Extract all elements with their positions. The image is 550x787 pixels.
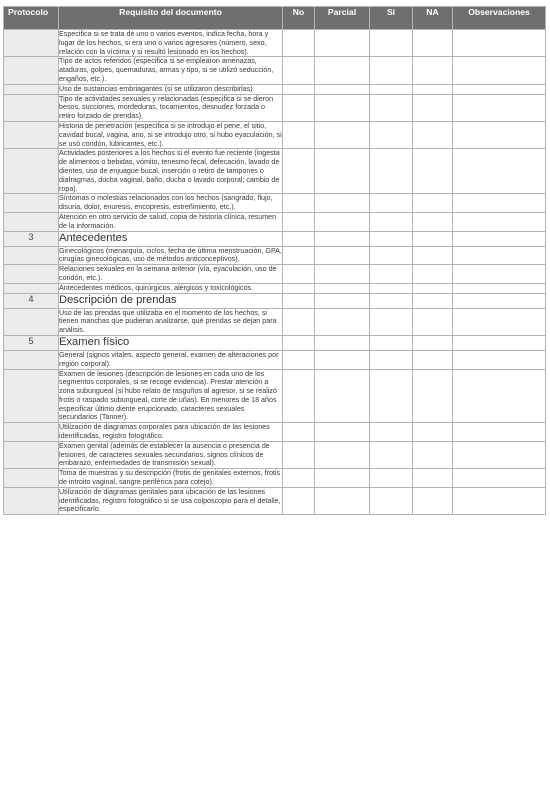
si-cell[interactable]: [370, 369, 413, 423]
observaciones-cell[interactable]: [453, 369, 546, 423]
protocolo-cell: [4, 283, 59, 293]
parcial-cell[interactable]: [315, 149, 370, 194]
section-title: Antecedentes: [59, 231, 283, 246]
observaciones-cell[interactable]: [453, 84, 546, 94]
table-row: [4, 423, 546, 442]
parcial-cell[interactable]: [315, 469, 370, 488]
si-cell[interactable]: [370, 246, 413, 265]
si-cell[interactable]: [370, 30, 413, 57]
observaciones-cell[interactable]: [453, 194, 546, 213]
parcial-cell: [315, 293, 370, 308]
parcial-cell[interactable]: [315, 283, 370, 293]
header-requisito: Requisito del documento: [59, 7, 283, 30]
no-cell[interactable]: [283, 308, 315, 335]
na-cell[interactable]: [413, 57, 453, 84]
na-cell[interactable]: [413, 246, 453, 265]
si-cell[interactable]: [370, 423, 413, 442]
na-cell: [413, 231, 453, 246]
table-row: [4, 121, 546, 148]
requisito-cell: Historia de penetración (especifica si se introdujo el pene, el sitio, cavidad bucal, vagina, ano, si se introdujo otro, si hubo eyaculación, si se usó condón, lubricantes, etc.).: [59, 121, 282, 148]
observaciones-cell[interactable]: [453, 149, 546, 194]
requisito-cell: Especifica si se trata de uno o varios eventos, indica fecha, hora y lugar de los hechos, si era uno o varios agresores (número, sexo, relación con la víctima y si resultó lesionado en los hechos).: [59, 30, 283, 57]
section-row: [4, 231, 546, 246]
header-no: No: [283, 7, 315, 30]
protocolo-cell: [4, 469, 59, 488]
na-cell[interactable]: [413, 487, 453, 514]
na-cell[interactable]: [413, 441, 453, 468]
observaciones-cell[interactable]: [453, 487, 546, 514]
si-cell[interactable]: [370, 84, 413, 94]
no-cell[interactable]: [283, 369, 315, 423]
section-number: 3: [4, 231, 59, 246]
observaciones-cell[interactable]: [453, 94, 546, 121]
na-cell[interactable]: [413, 423, 453, 442]
header-observaciones: Observaciones: [453, 7, 546, 30]
na-cell[interactable]: [413, 121, 453, 148]
observaciones-cell[interactable]: [453, 246, 546, 265]
parcial-cell[interactable]: [315, 94, 370, 121]
header-protocolo: Protocolo: [4, 7, 59, 30]
si-cell[interactable]: [370, 94, 413, 121]
observaciones-cell[interactable]: [453, 469, 546, 488]
na-cell[interactable]: [413, 84, 453, 94]
protocolo-cell: [4, 265, 59, 284]
si-cell[interactable]: [370, 265, 413, 284]
protocolo-cell: [4, 423, 59, 442]
observaciones-cell: [453, 231, 546, 246]
section-title: Examen físico: [59, 335, 283, 350]
parcial-cell[interactable]: [315, 194, 370, 213]
no-cell[interactable]: [283, 350, 315, 369]
no-cell[interactable]: [283, 469, 315, 488]
na-cell[interactable]: [413, 30, 453, 57]
no-cell[interactable]: [283, 149, 315, 194]
requisito-cell: Tipo de actividades sexuales y relacionadas (especifica si se dieron besos, succiones, mordeduras, tocamientos, desnudez forzada o retiro forzado de prendas).: [59, 94, 283, 121]
parcial-cell[interactable]: [315, 30, 370, 57]
no-cell: [283, 293, 315, 308]
requisito-cell: Examen genital (además de establecer la ausencia o presencia de lesiones, de caracteres sexuales secundarios, signos clínicos de embarazo, enfermedades de transmisión sexual).: [59, 441, 283, 468]
na-cell[interactable]: [413, 149, 453, 194]
si-cell[interactable]: [370, 212, 413, 231]
parcial-cell[interactable]: [315, 423, 370, 442]
section-number: 5: [4, 335, 59, 350]
table-row: [4, 94, 546, 121]
si-cell[interactable]: [370, 308, 413, 335]
si-cell[interactable]: [370, 121, 413, 148]
table-row: [4, 84, 546, 94]
no-cell[interactable]: [283, 212, 315, 231]
observaciones-cell[interactable]: [453, 265, 546, 284]
si-cell[interactable]: [370, 283, 413, 293]
parcial-cell[interactable]: [315, 265, 370, 284]
checklist-table: [3, 6, 546, 515]
na-cell[interactable]: [413, 283, 453, 293]
observaciones-cell[interactable]: [453, 350, 546, 369]
table-row: [4, 194, 546, 213]
parcial-cell[interactable]: [315, 84, 370, 94]
parcial-cell[interactable]: [315, 212, 370, 231]
observaciones-cell[interactable]: [453, 308, 546, 335]
observaciones-cell[interactable]: [453, 121, 546, 148]
protocolo-cell: [4, 369, 59, 423]
requisito-cell: Relaciones sexuales en la semana anterior (vía, eyaculación, uso de condón, etc.).: [59, 265, 283, 284]
no-cell[interactable]: [283, 30, 315, 57]
section-number: 4: [4, 293, 59, 308]
si-cell: [370, 231, 413, 246]
header-na: NA: [413, 7, 453, 30]
protocolo-cell: [4, 30, 59, 57]
no-cell[interactable]: [283, 265, 315, 284]
observaciones-cell: [453, 293, 546, 308]
si-cell: [370, 293, 413, 308]
no-cell[interactable]: [283, 283, 315, 293]
no-cell: [283, 231, 315, 246]
header-parcial: Parcial: [315, 7, 370, 30]
requisito-cell: Antecedentes médicos, quirúrgicos, alérgicos y toxicológicos.: [59, 283, 283, 293]
protocolo-cell: [4, 212, 59, 231]
parcial-cell[interactable]: [315, 441, 370, 468]
si-cell[interactable]: [370, 149, 413, 194]
header-row: [4, 7, 546, 30]
protocolo-cell: [4, 194, 59, 213]
protocolo-cell: [4, 308, 59, 335]
no-cell[interactable]: [283, 246, 315, 265]
parcial-cell: [315, 335, 370, 350]
table-row: [4, 246, 546, 265]
protocolo-cell: [4, 94, 59, 121]
na-cell[interactable]: [413, 194, 453, 213]
protocolo-cell: [4, 57, 59, 84]
table-row: [4, 57, 546, 84]
table-row: [4, 487, 546, 514]
observaciones-cell[interactable]: [453, 423, 546, 442]
requisito-cell: Atención en otro servicio de salud, copia de historia clínica, resumen de la información.: [59, 212, 283, 231]
si-cell[interactable]: [370, 194, 413, 213]
na-cell[interactable]: [413, 94, 453, 121]
observaciones-cell[interactable]: [453, 283, 546, 293]
protocolo-cell: [4, 149, 59, 194]
table-row: [4, 149, 546, 194]
requisito-cell: Ginecológicos (menarquía, ciclos, fecha de última menstruación, GPA, cirugías ginecológicas, uso de métodos anticonceptivos).: [59, 246, 282, 264]
no-cell[interactable]: [283, 423, 315, 442]
header-si: Sí: [370, 7, 413, 30]
table-row: [4, 283, 546, 293]
observaciones-cell[interactable]: [453, 441, 546, 468]
parcial-cell: [315, 231, 370, 246]
parcial-cell[interactable]: [315, 246, 370, 265]
no-cell[interactable]: [283, 441, 315, 468]
table-row: [4, 212, 546, 231]
na-cell[interactable]: [413, 369, 453, 423]
na-cell[interactable]: [413, 308, 453, 335]
requisito-cell: Síntomas o molestias relacionados con los hechos (sangrado, flujo, disuria, dolor, enuresis, encopresis, estreñimiento, etc.).: [59, 194, 283, 213]
parcial-cell[interactable]: [315, 350, 370, 369]
si-cell[interactable]: [370, 487, 413, 514]
no-cell[interactable]: [283, 194, 315, 213]
na-cell[interactable]: [413, 265, 453, 284]
requisito-cell: Utilización de diagramas corporales para ubicación de las lesiones identificadas, registro fotográfico.: [59, 423, 283, 442]
no-cell[interactable]: [283, 121, 315, 148]
requisito-cell: Toma de muestras y su descripción (frotis de genitales externos, frotis de introito vaginal, sangre periférica para cotejo).: [59, 469, 283, 488]
table-row: [4, 369, 546, 423]
parcial-cell[interactable]: [315, 487, 370, 514]
protocolo-cell: [4, 121, 59, 148]
requisito-cell: Uso de sustancias embriagantes (si se utilizaron describirlas).: [59, 84, 283, 94]
observaciones-cell[interactable]: [453, 57, 546, 84]
no-cell[interactable]: [283, 84, 315, 94]
si-cell[interactable]: [370, 469, 413, 488]
section-title: Descripción de prendas: [59, 293, 283, 308]
no-cell[interactable]: [283, 57, 315, 84]
requisito-cell: General (signos vitales, aspecto general, examen de alteraciones por región corporal).: [59, 350, 283, 369]
protocolo-cell: [4, 246, 59, 265]
section-row: [4, 335, 546, 350]
observaciones-cell[interactable]: [453, 212, 546, 231]
protocolo-cell: [4, 84, 59, 94]
parcial-cell[interactable]: [315, 57, 370, 84]
no-cell[interactable]: [283, 487, 315, 514]
na-cell: [413, 293, 453, 308]
na-cell[interactable]: [413, 469, 453, 488]
requisito-cell: Examen de lesiones (descripción de lesiones en cada uno de los segmentos corporales, si se recoge evidencia). Prestar atención a zona subungueal (si hubo relato de rasguños al agresor, si se realizó frotis o raspado subungueal, corte de uñas). En menores de 18 años especificar último diente erupcionado, caracteres sexuales secundarios (Tanner).: [59, 369, 283, 423]
table-row: [4, 350, 546, 369]
requisito-cell: Uso de las prendas que utilizaba en el momento de los hechos, si tienen manchas que pudieran analizarse, qué prendas se dejan para análisis.: [59, 308, 283, 335]
no-cell[interactable]: [283, 94, 315, 121]
table-row: [4, 30, 546, 57]
section-row: [4, 293, 546, 308]
na-cell[interactable]: [413, 212, 453, 231]
requisito-cell: Utilización de diagramas genitales para ubicación de las lesiones identificadas, registro fotográfico si se usa colposcopio para el detalle, especificarlo.: [59, 487, 281, 514]
parcial-cell[interactable]: [315, 121, 370, 148]
si-cell[interactable]: [370, 57, 413, 84]
protocolo-cell: [4, 441, 59, 468]
protocolo-cell: [4, 350, 59, 369]
parcial-cell[interactable]: [315, 308, 370, 335]
table-row: [4, 469, 546, 488]
protocolo-cell: [4, 487, 59, 514]
no-cell: [283, 335, 315, 350]
si-cell: [370, 335, 413, 350]
si-cell[interactable]: [370, 350, 413, 369]
si-cell[interactable]: [370, 441, 413, 468]
na-cell[interactable]: [413, 350, 453, 369]
requisito-cell: Tipo de actos referidos (especifica si se emplearon amenazas, ataduras, golpes, quemaduras, armas y tipo, si se utilizó seducción, engaños, etc.).: [59, 57, 283, 84]
observaciones-cell[interactable]: [453, 30, 546, 57]
table-row: [4, 308, 546, 335]
observaciones-cell: [453, 335, 546, 350]
parcial-cell[interactable]: [315, 369, 370, 423]
table-row: [4, 441, 546, 468]
requisito-cell: Actividades posteriores a los hechos si el evento fue reciente (ingesta de alimentos o bebidas, vómito, tenesmo fecal, defecación, lavado de dientes, uso de enjuague bucal, inserción o retiro de tampones o diafragmas, ducha vaginal, baño, ducha o lavado corporal; cambio de ropa).: [59, 149, 283, 194]
table-row: [4, 265, 546, 284]
na-cell: [413, 335, 453, 350]
